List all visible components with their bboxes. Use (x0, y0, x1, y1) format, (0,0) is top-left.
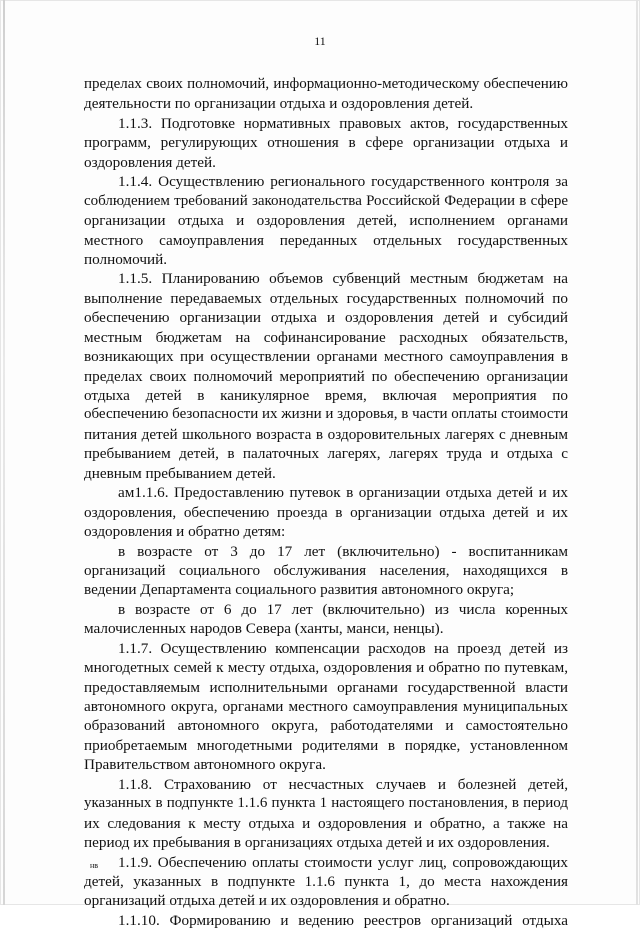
text-line: в возрасте от 6 до 17 лет (включительно) из числа коренных (118, 600, 568, 618)
text-line: их следования к месту отдыха и оздоровления и обратно, а также на (84, 814, 568, 832)
text-line: малочисленных народов Севера (ханты, манси, ненцы). (84, 620, 444, 638)
text-line: 1.1.9. Обеспечению оплаты стоимости услуг лиц, сопровождающих (118, 853, 568, 871)
text-line: организаций отдыха детей и их оздоровления и обратно. (84, 892, 450, 910)
page-number: 11 (314, 34, 326, 48)
text-line: ам1.1.6. Предоставлению путевок в организации отдыха детей и их (118, 484, 568, 502)
text-line: в возрасте от 3 до 17 лет (включительно) - воспитанникам (118, 542, 568, 560)
text-line: пребыванием детей, в палаточных лагерях, лагерях труда и отдыха с (84, 445, 568, 463)
text-line: программ, регулирующих отношения в сфере организации отдыха и (84, 134, 568, 152)
text-line: соблюдением требований законодательства Российской Федерации в сфере (84, 192, 568, 209)
text-line: 1.1.5. Планированию объемов субвенций местным бюджетам на (118, 270, 568, 288)
text-line: детей, указанных в подпункте 1.1.6 пункта 1, до места нахождения (84, 872, 568, 890)
text-line: 1.1.7. Осуществлению компенсации расходов на проезд детей из (118, 639, 568, 657)
scan-edge-right (636, 0, 638, 905)
text-line: Правительством автономного округа. (84, 756, 326, 774)
body-text (84, 75, 568, 930)
text-line: полномочий. (84, 250, 168, 268)
text-line: местным бюджетам на софинансирование расходных обязательств, (84, 328, 568, 346)
text-line: оздоровления детей. (84, 153, 216, 171)
text-line: деятельности по организации отдыха и оздоровления детей. (84, 95, 474, 113)
text-line: 1.1.4. Осуществлению регионального государственного контроля за (118, 173, 568, 191)
text-line: обеспечению организации отдыха и оздоровления детей и субсидий (84, 309, 568, 327)
text-line: оздоровления, обеспечению проезда в организации отдыха детей и их (84, 503, 568, 521)
text-line: период их пребывания в организациях отдыха детей и их оздоровления. (84, 834, 550, 852)
text-line: приобретаемым многодетными родителями в порядке, установленном (84, 736, 568, 754)
text-line: оздоровления и обратно детям: (84, 523, 286, 541)
text-line: автономного округа, органами местного самоуправления муниципальных (84, 698, 568, 715)
text-line: указанных в подпункте 1.1.6 пункта 1 настоящего постановления, в период (84, 795, 568, 812)
scan-edge-left (3, 0, 5, 905)
footer-initials: нв (90, 861, 99, 870)
text-line: 1.1.8. Страхованию от несчастных случаев и болезней детей, (118, 775, 568, 793)
text-line: возникающих при осуществлении органами местного самоуправления в (84, 348, 568, 366)
text-line: организации отдыха и оздоровления детей, исполнением органами (84, 212, 568, 230)
text-line: обеспечению безопасности их жизни и здоровья, в части оплаты стоимости (84, 406, 569, 423)
text-line: пределах своих полномочий, информационно-методическому обеспечению (84, 76, 568, 92)
text-line: дневным пребыванием детей. (84, 464, 276, 482)
text-line: предоставляемым исполнительными органами государственной власти (84, 678, 568, 696)
text-line: 1.1.10. Формированию и ведению реестров организаций отдыха (118, 911, 568, 929)
text-line: местного самоуправления переданных отдельных государственных (84, 231, 568, 249)
text-line: ведении Департамента социального развития автономного округа; (84, 581, 515, 599)
text-line: образований автономного округа, работодателями и самостоятельно (84, 717, 568, 735)
text-line: 1.1.3. Подготовке нормативных правовых актов, государственных (118, 114, 568, 132)
text-line: отдыха детей в каникулярное время, включая мероприятия по (84, 387, 568, 404)
text-line: многодетных семей к месту отдыха, оздоровления и обратно по путевкам, (84, 659, 568, 677)
text-line: выполнение передаваемых отдельных государственных полномочий по (84, 289, 568, 307)
text-line: пределах своих полномочий мероприятий по обеспечению организации (84, 367, 568, 385)
text-line: организаций социального обслуживания населения, находящихся в (84, 561, 568, 579)
text-line: питания детей школьного возраста в оздоровительных лагерях с дневным (84, 425, 568, 443)
